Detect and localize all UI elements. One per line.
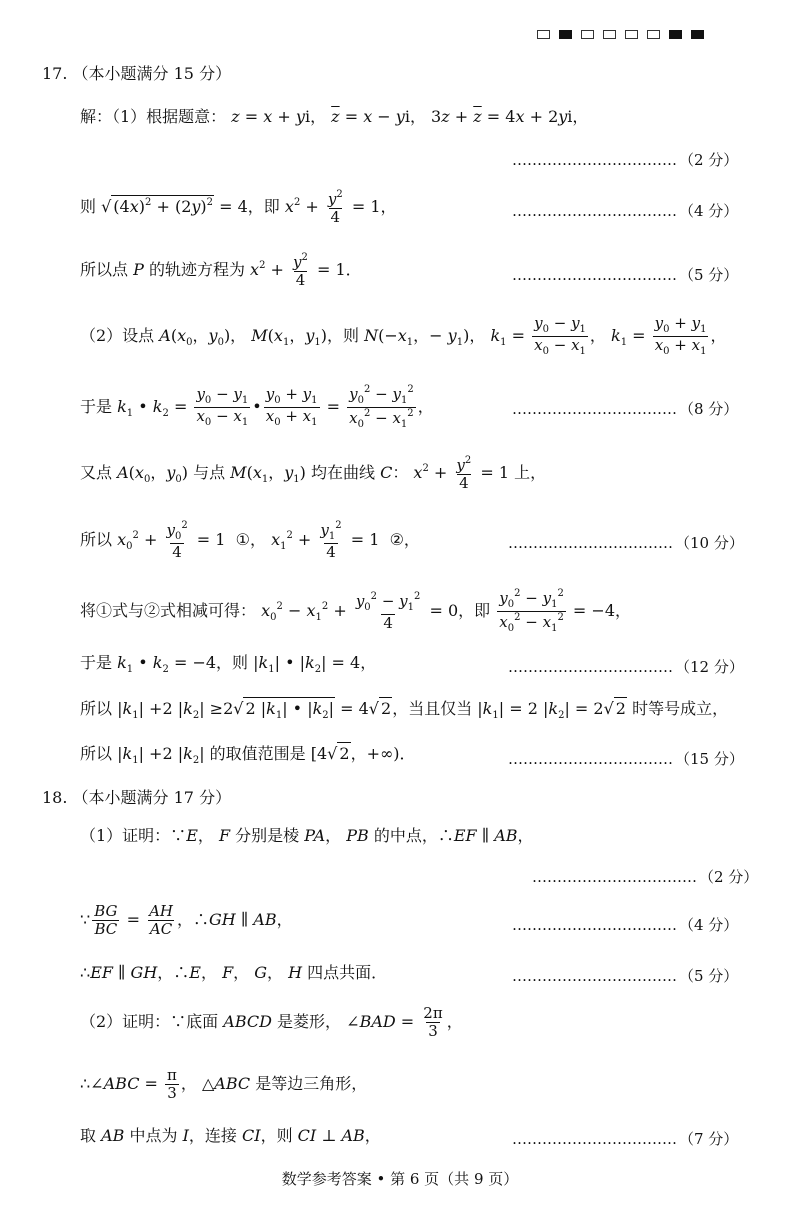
page-marker [581,30,594,39]
q17-part2-line2: 于是 $k_1$ • $k_2$ = $\frac{y_0 - y_1}{x_0 - x_1}$ • $\frac{y_0 + y_1}{x_0 + x_1}$ = $\frac{y_0^2 - y_1^2}{x_0^2 - x_1^2}$ ， [80,384,434,430]
page-marker [647,30,660,39]
q17-part1-line3: 所以点 P 的轨迹方程为 $x^2$ + $\frac{y^2}{4}$ = 1． [80,252,362,289]
q17-part2-line6: 于是 $k_1$ • $k_2 = -4$，则 $|k_1|$ • $|k_2| = 4$， [80,653,377,675]
q18-score-4: …………………………… （4 分） [512,916,739,934]
q18-part2-line3: 取 AB 中点为 I，连接 CI，则 CI ⊥ AB， [80,1126,381,1145]
q17-part1-line1: 解：（1）根据题意： z = x + yi， $\overline{z} = x$ − yi， $3z + \overline{z} = 4x + 2yi$， [80,107,589,126]
page-marker [603,30,616,39]
q17-score-5: …………………………… （5 分） [512,266,739,284]
q17-part1-line2: 则 √ $(4x)^2 + (2y)^2 = 4$，即 $x^2$ + $\frac{y^2}{4}$ = 1， [80,189,397,226]
q17-score-8: …………………………… （8 分） [512,400,739,418]
q17-heading: 17. （本小题满分 15 分） [42,64,232,83]
q17-part2-line3: 又点 $A(x_0$，$y_0$) 与点 $M(x_1$，$y_1$) 均在曲线 C： $x^2$ + $\frac{y^2}{4}$ = 1 上， [80,455,547,492]
q18-score-2: …………………………… （2 分） [532,868,759,886]
q18-heading: 18. （本小题满分 17 分） [42,788,232,807]
q18-part1-line1: （1）证明：∵E， F 分别是棱 PA， PB 的中点，∴EF ∥ AB， [80,826,534,845]
page-marker [669,30,682,39]
q17-score-10: …………………………… （10 分） [508,534,744,552]
q18-part1-line2: ∵ $\frac{BG}{BC}$ = $\frac{AH}{AC}$ ，∴GH ∥ AB， [80,902,293,938]
q18-part2-line2: ∴∠ABC = $\frac{\pi}{3}$ ， △ABC 是等边三角形， [80,1066,368,1102]
q17-part2-line8: 所以 $|k_1| +2$ $|k_2|$ 的取值范围是 [4√ 2，+∞)． [80,744,416,766]
q17-score-15: …………………………… （15 分） [508,750,744,768]
q17-part2-line5: 将①式与②式相减可得： $x_0^2 - x_1^2$ + $\frac{y_0^2 - y_1^2}{4}$ = 0，即 $\frac{y_0^2 - y_1^2}{x_0^2 - x_1^2}$ = −4， [80,588,631,634]
q17-part2-line4: 所以 $x_0^2$ + $\frac{y_0^2}{4}$ = 1 ①， $x_1^2$ + $\frac{y_1^2}{4}$ = 1 ②， [80,520,420,561]
q17-part2-line7: 所以 $|k_1| +2$ $|k_2| \ge 2√$ 2 $|k_1|$ • $|k_2| = 4√$ 2，当且仅当 $|k_1| = 2$ $|k_2| = 2√$ 2 时等号成立， [80,699,729,721]
q17-score-12: …………………………… （12 分） [508,658,744,676]
q18-part2-line1: （2）证明：∵底面 ABCD 是菱形， ∠BAD = $\frac{2\pi}{3}$ ， [80,1004,463,1040]
q17-part2-line1: （2）设点 $A(x_0$，$y_0$)， $M(x_1$，$y_1$)，则 $N(-x_1$，− $y_1$)， $k_1$ = $\frac{y_0 - y_1}{x_0 - x_1}$ ， $k_1$ = $\frac{y_0 + y_1}{x_0 + x_1}$ ， [80,314,727,357]
q18-score-5: …………………………… （5 分） [512,967,739,985]
page-marker-squares [537,30,704,39]
page-marker [559,30,572,39]
q18-score-7: …………………………… （7 分） [512,1130,739,1148]
page-marker [537,30,550,39]
q17-score-2: …………………………… （2 分） [512,151,739,169]
q17-score-4: …………………………… （4 分） [512,202,739,220]
page-marker [691,30,704,39]
page-marker [625,30,638,39]
q18-part1-line3: ∴EF ∥ GH，∴E， F， G， H 四点共面． [80,963,388,982]
page-footer: 数学参考答案 • 第 6 页（共 9 页） [281,1170,519,1188]
